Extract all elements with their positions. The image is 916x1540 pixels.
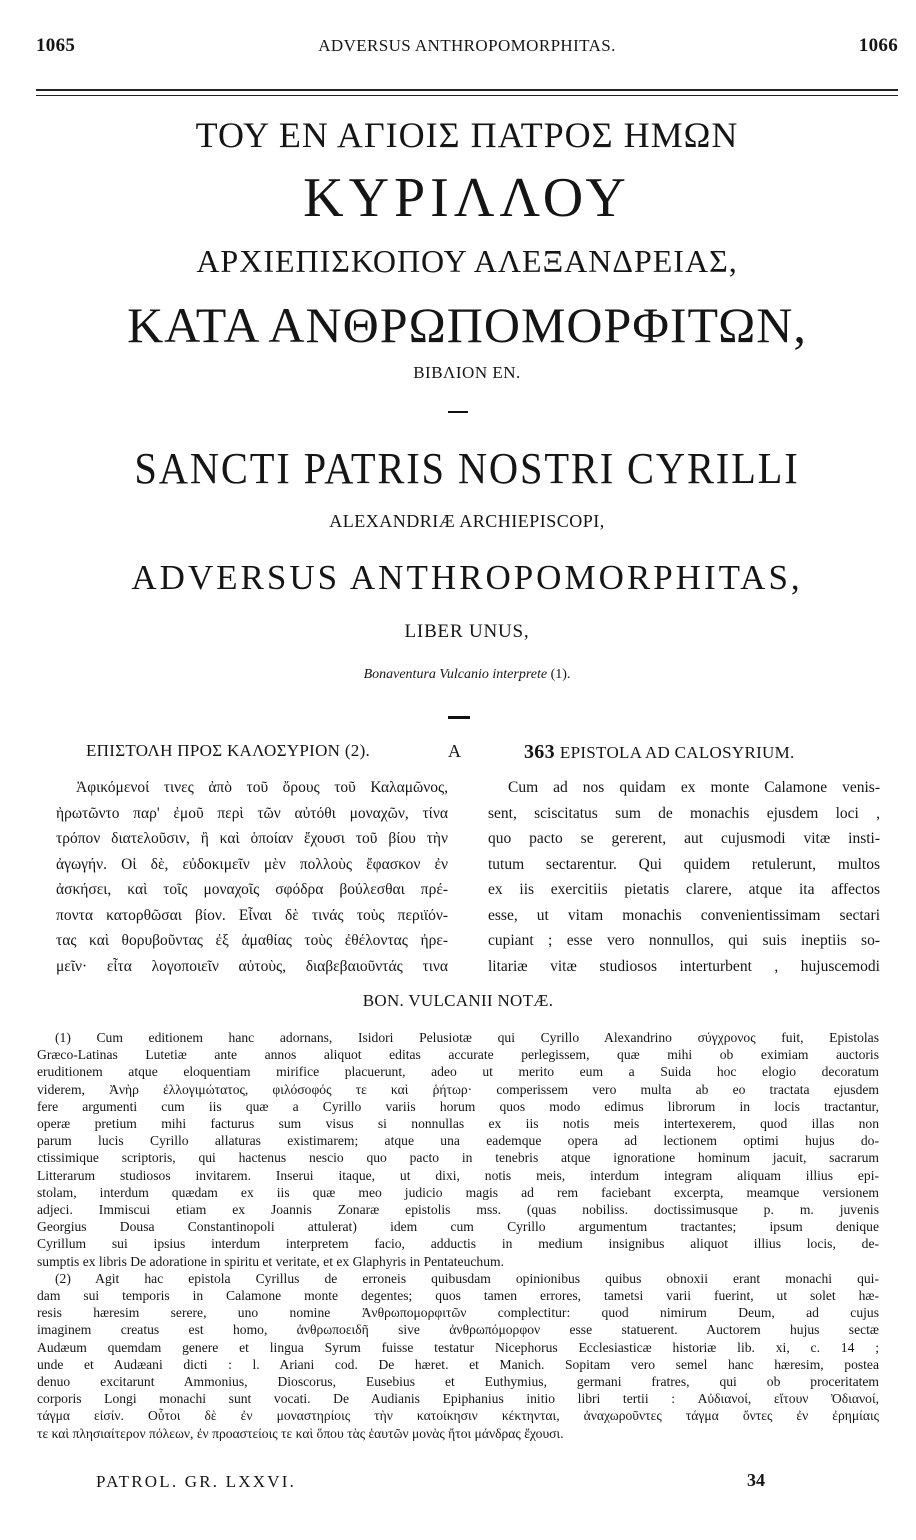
original-page-number: 363 [524, 741, 555, 763]
note-line: dam sui temporis in Calamone monte degentes; quos tamen errores, tametsi varii fuerint, ut solet hæ- [37, 1288, 879, 1304]
note-line: eruditionem atque eloquentiam mirifice placuerunt, adeo ut merito eum a Suida hoc elogio decoratum [37, 1064, 879, 1080]
greek-line: μεῖν· εἶτα λογοποιεῖν αὐτοὺς, διαβεβαιοῦντάς τινα [56, 957, 448, 975]
latin-line: quo pacto se gererent, aut cujusmodi vitæ insti- [488, 830, 880, 847]
latin-line: litariæ vitæ studiosos interturbent , hujuscemodi [488, 957, 880, 975]
note-line: Georgius Dousa Constantinopoli attulerat) idem cum Cyrillo argumentum tractantes; ipsum denique [37, 1219, 879, 1235]
note-line: τάγμα εἰσίν. Οὗτοι δὲ ἐν μοναστηρίοις τὴν κατοίκησιν κέκτηνται, ἀναχωροῦντες τάγμα ὄντες ἐν ἐρημίαις [37, 1408, 879, 1424]
latin-line: sent, sciscitatus sum de monachis ejusdem loci , [488, 804, 880, 822]
section-divider [448, 716, 470, 719]
note-line: stolam, interdum quædam ex iis quæ meo judicio magis ad rem faciebant excerpta, meamque versionem [37, 1184, 879, 1200]
header-rule-thin [36, 95, 898, 96]
latin-text-column [488, 775, 880, 979]
latin-line: esse, ut vitam monachis convenientissimam sectari [488, 906, 880, 924]
note-line: corporis Longi monachi sunt vocati. De Audianis Epiphanius initio libri tertii : Αὐδιανοί, εἴτουν Ὀδιανοί, [37, 1391, 879, 1407]
note-line: (2) Agit hac epistola Cyrillus de erroneis quibusdam opinionibus quibus obnoxii erant monachi qui- [55, 1270, 879, 1286]
latin-heading-text: EPISTOLA AD CALOSYRIUM. [559, 743, 795, 762]
note-line: Litterarum studiosos invitarem. Inserui itaque, ut dixi, notis meis, interdum integram aliquam illius epi- [37, 1167, 879, 1183]
note-line: viderem, Ἀνὴρ ἐλλογιμώτατος, φιλόσοφός τε καὶ ῥήτωρ· comperissem vero multa ab eo tractata ejusdem [37, 1081, 879, 1097]
page-number-left: 1065 [36, 35, 76, 56]
greek-book-line: ΒΙΒΛΙΟΝ ΕΝ. [413, 363, 521, 382]
latin-line: cupiant ; esse vero nonnullos, qui suis ineptiis so- [488, 932, 880, 949]
note-line: ctissimique scriptoris, qui hactenus nescio quo pacto in tenebris atque ignoratione hominum jacuit, sacrarum [37, 1150, 879, 1166]
header-rule-thick [36, 89, 898, 91]
notes-heading: BON. VULCANII NOTÆ. [362, 991, 554, 1010]
translator-name: Bonaventura Vulcanio interprete [363, 667, 548, 682]
running-header [36, 35, 898, 59]
note-line: τε καὶ πλησιαίτερον πόλεων, ἐν προαστείοις τε καὶ ὅπου τὰς ἑαυτῶν μονὰς ἤτοι μάνδρας ἔχουσι. [37, 1425, 564, 1441]
latin-author-name: SANCTI PATRIS NOSTRI CYRILLI [134, 444, 800, 493]
greek-title-line: ΤΟΥ ΕΝ ΑΓΙΟΙΣ ΠΑΤΡΟΣ ΗΜΩΝ [195, 115, 739, 155]
greek-author-name: ΚΥΡΙΛΛΟΥ [303, 167, 631, 229]
latin-bishop-line: ALEXANDRIÆ ARCHIEPISCOPI, [329, 511, 605, 531]
greek-line: ποντα κατορθῶσαι βίον. Εἶναι δὲ τινάς τοὺς περιϊόν- [56, 906, 448, 924]
note-line: Græco-Latinas Lutetiæ ante annos aliquot editas accurate perlegissem, quæ mihi ob eximiam auctoris [37, 1047, 879, 1063]
note-line: Cyrillum sui ipsius interdum interpretem facio, adductis in medium insignibus aliquot illius locis, de- [37, 1236, 879, 1252]
note-line: parum lucis Cyrillo allaturas existimarem; atque una eademque opera ad lectionem optimi hujus do- [37, 1133, 879, 1149]
latin-line: tutum sectarentur. Qui quidem retulerunt, multos [488, 855, 880, 873]
page-number-right: 1066 [858, 35, 898, 56]
note-line: fere argumenti cum iis quæ a Cyrillo variis horum quos modo edimus librorum in locis tractantur, [37, 1098, 879, 1114]
greek-section-heading: ΕΠΙΣΤΟΛΗ ΠΡΟΣ ΚΑΛΟΣΥΡΙΟΝ (2). [86, 741, 371, 760]
note-line: Audæum quemdam genere et lingua Syrum fuisse testatur Nicephorus Ecclesiasticæ historiæ lib. xi, c. 14 ; [37, 1339, 879, 1355]
latin-line: ex iis exercitiis pietatis clarere, atque ita affectos [488, 881, 880, 898]
title-divider [448, 411, 468, 413]
column-marker-letter: A [448, 741, 462, 761]
note-line: unde et Audæani dicti : l. Ariani cod. De hæret. et Manich. Sopitam vero semel hanc hæresim, postea [37, 1356, 879, 1372]
greek-line: τας καὶ θορυβοῦντας ἐξ ἀμαθίας τοὺς ἐθέλοντας ἠρε- [56, 932, 448, 949]
latin-book-line: LIBER UNUS, [404, 621, 530, 642]
greek-bishop-line: ΑΡΧΙΕΠΙΣΚΟΠΟΥ ΑΛΕΞΑΝΔΡΕΙΑΣ, [196, 243, 738, 279]
greek-line: ἀγωγήν. Οἱ δὲ, εὐδοκιμεῖν μὲν πολλοὺς ἔφασκον ἐν [56, 855, 448, 873]
greek-text-column [56, 775, 448, 979]
note-line: imaginem creatus est homo, ἀνθρωποειδῆ sive ἀνθρωπόμορφον esse statuerent. Auctorem hujus sectæ [37, 1322, 879, 1338]
greek-line: ἠρωτῶντο παρ' ἐμοῦ περὶ τῶν αὐτόθι μοναχῶν, τίνα [56, 804, 448, 822]
footer-signature-number: 34 [747, 1470, 765, 1490]
running-title: ADVERSUS ANTHROPOMORPHITAS. [318, 36, 616, 55]
translator-note-ref: (1). [550, 667, 571, 682]
greek-line: ἀσκήσει, καὶ τοῖς μοναχοῖς σφόδρα βούλεσθαι πρέ- [56, 881, 448, 898]
note-line: (1) Cum editionem hanc adornans, Isidori Pelusiotæ qui Cyrillo Alexandrino σύγχρονος fuit, Epistolas [55, 1030, 879, 1045]
greek-work-title: ΚΑΤΑ ΑΝΘΡΩΠΟΜΟΡΦΙΤΩΝ, [127, 297, 807, 353]
greek-line: Ἀφικόμενοί τινες ἀπὸ τοῦ ὄρους τοῦ Καλαμῶνος, [76, 779, 448, 796]
notes-block [37, 1029, 879, 1442]
note-line: denuo excitarunt Ammonius, Dioscorus, Eusebius et Euthymius, germani fratres, qui ob proceritatem [37, 1374, 879, 1390]
note-line: operæ pretium mihi facturus sum visus si nonnullas ex iis notis meis intertexerem, quod illas non [37, 1116, 879, 1132]
latin-work-title: ADVERSUS ANTHROPOMORPHITAS, [131, 558, 803, 597]
footer-volume: PATROL. GR. LXXVI. [96, 1472, 297, 1491]
note-line: adjeci. Immiscui etiam ex Joannis Zonaræ epistolis mss. (quas nobiliss. doctissimusque p. m. juvenis [37, 1202, 879, 1218]
note-line: sumptis ex libris De adoratione in spiritu et veritate, et ex Glaphyris in Pentateuchum. [37, 1253, 504, 1269]
latin-section-heading [524, 741, 795, 764]
translator-line [36, 668, 898, 682]
note-line: resis hæresim serere, uno nomine Ἀνθρωπομορφιτῶν complectitur: quod nimirum Deum, ad cujus [37, 1305, 879, 1321]
latin-line: Cum ad nos quidam ex monte Calamone venis- [508, 779, 880, 796]
greek-line: τρόπον διατελοῦσιν, ἢ καὶ ὁποίαν ἔχουσι τοῦ βίου τὴν [56, 830, 448, 847]
